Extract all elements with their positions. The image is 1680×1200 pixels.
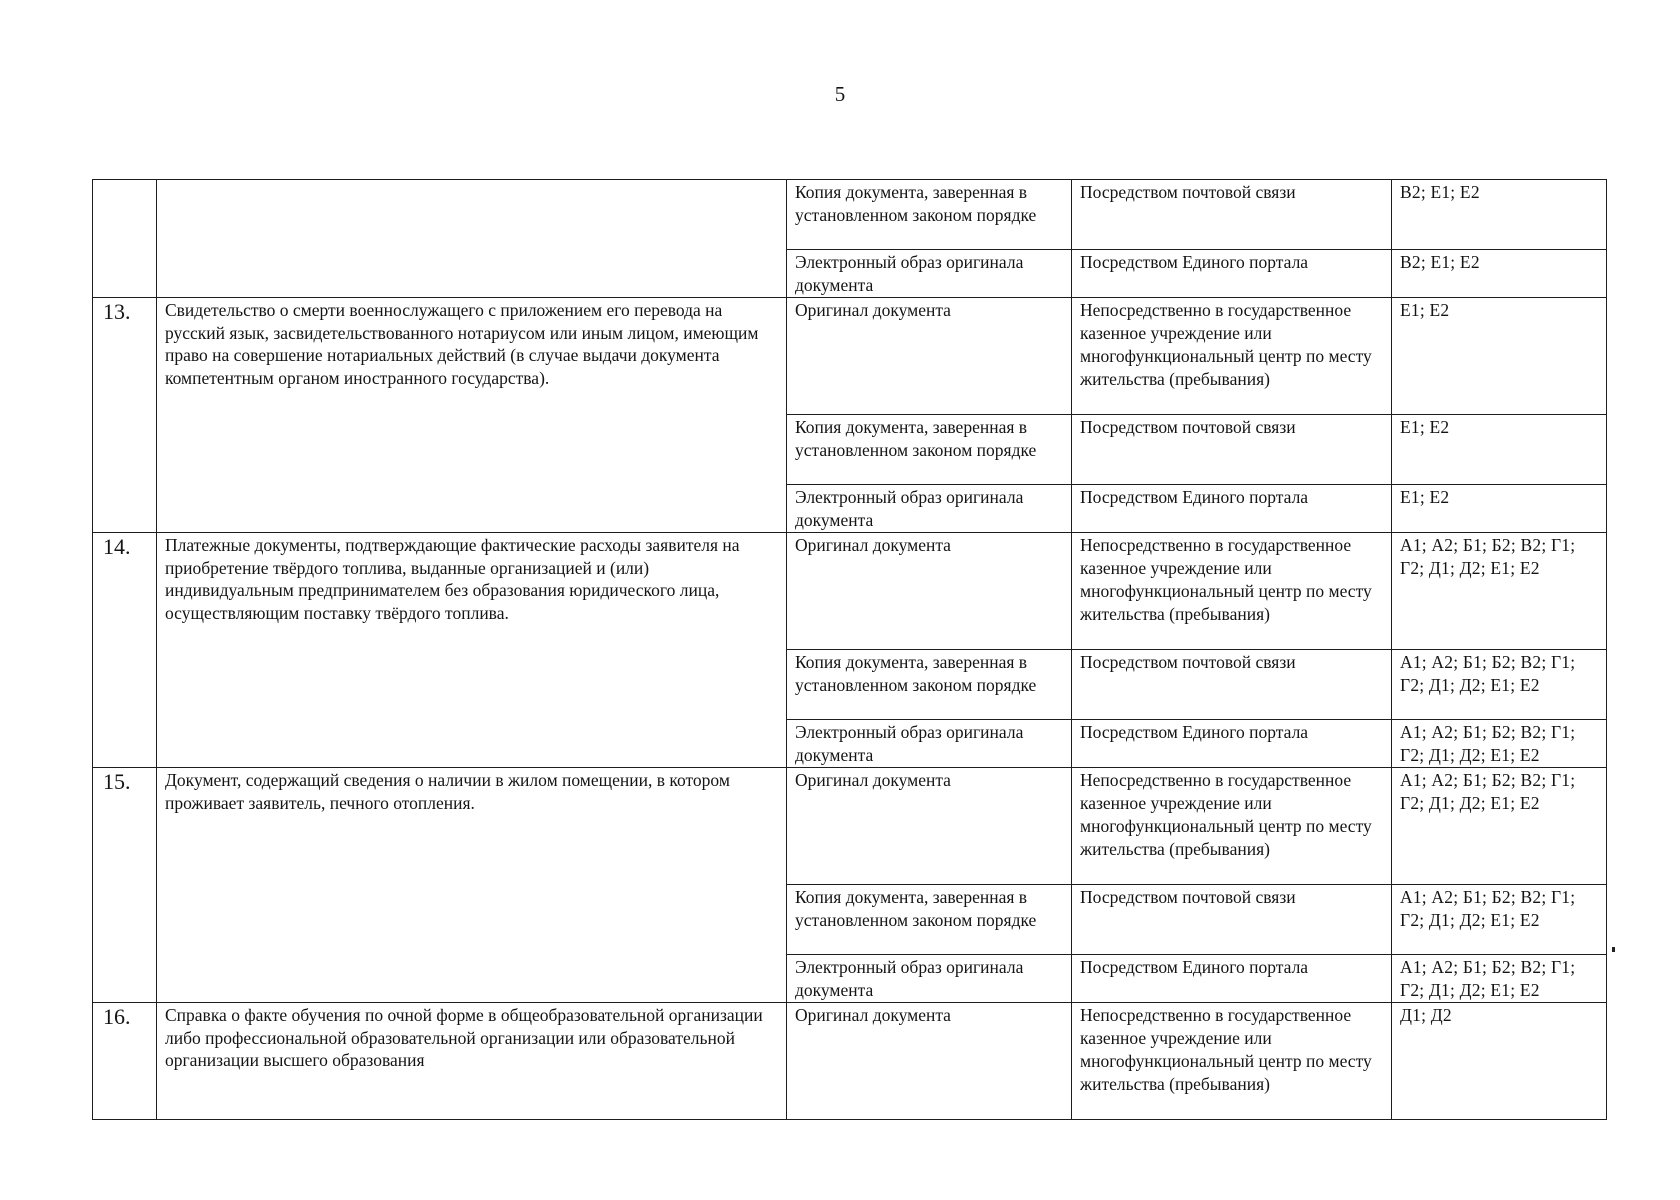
table-row: [93, 298, 1607, 415]
table-row: [93, 533, 1607, 650]
submission-method: Непосредственно в государственное казенное учреждение или многофункциональный центр по месту жительства (пребывания): [1072, 768, 1392, 885]
category-codes: А1; А2; Б1; Б2; В2; Г1; Г2; Д1; Д2; Е1; Е2: [1392, 650, 1607, 720]
category-codes: В2; Е1; Е2: [1392, 250, 1607, 298]
submission-method: Посредством почтовой связи: [1072, 415, 1392, 485]
category-codes: А1; А2; Б1; Б2; В2; Г1; Г2; Д1; Д2; Е1; Е2: [1392, 768, 1607, 885]
row-number: 15.: [93, 768, 157, 1003]
category-codes: В2; Е1; Е2: [1392, 180, 1607, 250]
document-form: Электронный образ оригинала документа: [787, 485, 1072, 533]
category-codes: Д1; Д2: [1392, 1003, 1607, 1120]
category-codes: Е1; Е2: [1392, 298, 1607, 415]
category-codes: А1; А2; Б1; Б2; В2; Г1; Г2; Д1; Д2; Е1; Е2: [1392, 885, 1607, 955]
document-form: Копия документа, заверенная в установленном законом порядке: [787, 415, 1072, 485]
scan-artifact-mark: [1612, 947, 1615, 952]
table-row: [93, 1003, 1607, 1120]
row-number: 13.: [93, 298, 157, 533]
documents-table: [92, 179, 1607, 1120]
submission-method: Посредством Единого портала: [1072, 485, 1392, 533]
category-codes: Е1; Е2: [1392, 485, 1607, 533]
row-number: 16.: [93, 1003, 157, 1120]
category-codes: А1; А2; Б1; Б2; В2; Г1; Г2; Д1; Д2; Е1; Е2: [1392, 955, 1607, 1003]
document-form: Оригинал документа: [787, 768, 1072, 885]
document-form: Электронный образ оригинала документа: [787, 250, 1072, 298]
submission-method: Посредством Единого портала: [1072, 250, 1392, 298]
category-codes: А1; А2; Б1; Б2; В2; Г1; Г2; Д1; Д2; Е1; Е2: [1392, 720, 1607, 768]
document-form: Оригинал документа: [787, 298, 1072, 415]
document-description: Свидетельство о смерти военнослужащего с приложением его перевода на русский язык, засвидетельствованного нотариусом или иным лицом, имеющим право на совершение нотариальных действий (в случае выдачи документа компетентным органом иностранного государства).: [157, 298, 787, 533]
document-form: Копия документа, заверенная в установленном законом порядке: [787, 885, 1072, 955]
submission-method: Посредством почтовой связи: [1072, 885, 1392, 955]
document-description: Документ, содержащий сведения о наличии в жилом помещении, в котором проживает заявитель, печного отопления.: [157, 768, 787, 1003]
submission-method: Посредством почтовой связи: [1072, 650, 1392, 720]
submission-method: Непосредственно в государственное казенное учреждение или многофункциональный центр по месту жительства (пребывания): [1072, 298, 1392, 415]
document-form: Электронный образ оригинала документа: [787, 955, 1072, 1003]
document-form: Копия документа, заверенная в установленном законом порядке: [787, 180, 1072, 250]
document-description: Платежные документы, подтверждающие фактические расходы заявителя на приобретение твёрдого топлива, выданные организацией и (или) индивидуальным предпринимателем без образования юридического лица, осуществляющим поставку твёрдого топлива.: [157, 533, 787, 768]
document-form: Копия документа, заверенная в установленном законом порядке: [787, 650, 1072, 720]
document-form: Оригинал документа: [787, 1003, 1072, 1120]
submission-method: Посредством Единого портала: [1072, 955, 1392, 1003]
row-number: 14.: [93, 533, 157, 768]
document-form: Оригинал документа: [787, 533, 1072, 650]
submission-method: Посредством почтовой связи: [1072, 180, 1392, 250]
document-form: Электронный образ оригинала документа: [787, 720, 1072, 768]
document-description: Справка о факте обучения по очной форме в общеобразовательной организации либо профессиональной образовательной организации или образовательной организации высшего образования: [157, 1003, 787, 1120]
category-codes: А1; А2; Б1; Б2; В2; Г1; Г2; Д1; Д2; Е1; Е2: [1392, 533, 1607, 650]
document-description: [157, 180, 787, 298]
page-number: 5: [834, 82, 846, 106]
category-codes: Е1; Е2: [1392, 415, 1607, 485]
row-number: [93, 180, 157, 298]
table-row: [93, 768, 1607, 885]
submission-method: Посредством Единого портала: [1072, 720, 1392, 768]
submission-method: Непосредственно в государственное казенное учреждение или многофункциональный центр по месту жительства (пребывания): [1072, 1003, 1392, 1120]
submission-method: Непосредственно в государственное казенное учреждение или многофункциональный центр по месту жительства (пребывания): [1072, 533, 1392, 650]
table-row: [93, 180, 1607, 250]
